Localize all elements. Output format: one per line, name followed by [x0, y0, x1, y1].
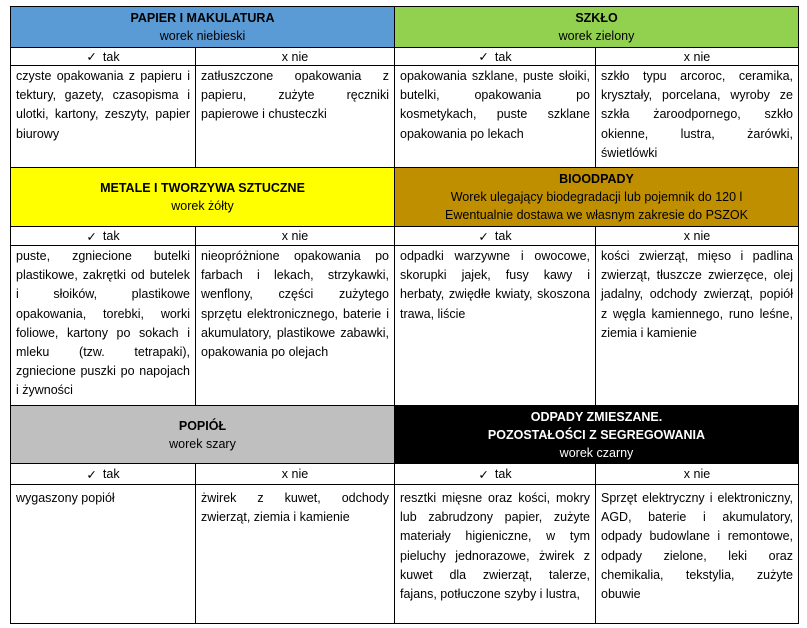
glass-header [394, 6, 799, 48]
glass-no-text: szkło typu arcoroc, ceramika, kryształy, porcelana, wyroby ze szkła żaroodpornego, szkło okienne, lustra, żarówki, świetlówki [595, 65, 799, 168]
ash-yes-text: wygaszony popiół [10, 484, 196, 624]
paper-yes-header [10, 47, 196, 66]
no-label: x nie [683, 229, 711, 243]
no-label: x nie [281, 49, 309, 64]
metal-yes-text: puste, zgniecione butelki plastikowe, zakrętki od butelek i słoików, plastikowe opakowania, torebki, worki foliowe, kartony po sokach i mleku (tzw. tetrapaki), zgniecione puszki po napojach i żywności [10, 245, 196, 406]
paper-title: PAPIER I MAKULATURA [130, 11, 275, 25]
bio-yes-text: odpadki warzywne i owocowe, skorupki jajek, fusy kawy i herbaty, zwiędłe kwiaty, skoszona trawa, liście [394, 245, 596, 406]
bio-no-text: kości zwierząt, mięso i padlina zwierząt, tłuszcze zwierzęce, olej jadalny, odchody zwierząt, popiół z węgla kamiennego, runo leśne, ziemia i kamienie [595, 245, 799, 406]
mixed-yes-text: resztki mięsne oraz kości, mokry lub zabrudzony papier, zużyte materiały higieniczne, w tym pieluchy jednorazowe, żwirek z kuwet dla zwierząt, talerze, fajans, potłuczone szyby i lustra, [394, 484, 596, 624]
paper-no-header [195, 47, 395, 66]
yes-label: tak [494, 49, 512, 64]
yes-label: tak [102, 229, 120, 243]
waste-segregation-table [10, 6, 799, 624]
glass-title: SZKŁO [575, 11, 618, 25]
bio-title: BIOODPADY [559, 172, 634, 186]
mixed-title2: POZOSTAŁOŚCI Z SEGREGOWANIA [487, 427, 706, 442]
no-label: x nie [683, 49, 711, 64]
paper-header [10, 6, 395, 48]
metal-no-header [195, 226, 395, 246]
metal-subtitle: worek żółty [171, 199, 234, 213]
mixed-header [394, 405, 799, 464]
mixed-subtitle: worek czarny [559, 445, 634, 460]
glass-yes-header [394, 47, 596, 66]
check-icon: ✓ [478, 50, 489, 64]
metal-header [10, 167, 395, 227]
bio-header [394, 167, 799, 227]
paper-subtitle: worek niebieski [159, 29, 246, 43]
bio-no-header [595, 226, 799, 246]
bio-yes-header [394, 226, 596, 246]
yes-label: tak [494, 467, 512, 481]
paper-yes-text: czyste opakowania z papieru i tektury, gazety, czasopisma i ulotki, kartony, zeszyty, papier biurowy [10, 65, 196, 168]
glass-yes-text: opakowania szklane, puste słoiki, butelki, opakowania po kosmetykach, puste szklane opakowania po lekach [394, 65, 596, 168]
no-label: x nie [683, 467, 711, 481]
mixed-yes-header [394, 463, 596, 485]
bio-line2: Ewentualnie dostawa we własnym zakresie do PSZOK [445, 208, 748, 222]
metal-yes-header [10, 226, 196, 246]
ash-yes-header [10, 463, 196, 485]
mixed-title: ODPADY ZMIESZANE. [530, 409, 663, 424]
glass-subtitle: worek zielony [558, 29, 635, 43]
check-icon: ✓ [478, 467, 489, 482]
ash-subtitle: worek szary [169, 436, 236, 451]
yes-label: tak [494, 229, 512, 243]
no-label: x nie [281, 467, 309, 481]
glass-no-header [595, 47, 799, 66]
check-icon: ✓ [86, 467, 97, 482]
ash-header [10, 405, 395, 464]
no-label: x nie [281, 229, 309, 243]
yes-label: tak [102, 467, 120, 481]
mixed-no-header [595, 463, 799, 485]
ash-no-text: żwirek z kuwet, odchody zwierząt, ziemia i kamienie [195, 484, 395, 624]
ash-no-header [195, 463, 395, 485]
mixed-no-text: Sprzęt elektryczny i elektroniczny, AGD, baterie i akumulatory, odpady budowlane i remontowe, odpady zielone, leki oraz chemikalia, tekstylia, zużyte obuwie [595, 484, 799, 624]
check-icon: ✓ [86, 50, 97, 64]
ash-title: POPIÓŁ [178, 418, 227, 433]
check-icon: ✓ [86, 229, 97, 244]
metal-no-text: nieopróżnione opakowania po farbach i lekach, strzykawki, wenflony, części zużytego sprzętu elektronicznego, baterie i akumulatory, plastikowe zabawki, opakowania po olejach [195, 245, 395, 406]
yes-label: tak [102, 49, 120, 64]
check-icon: ✓ [478, 229, 489, 244]
paper-no-text: zatłuszczone opakowania z papieru, zużyte ręczniki papierowe i chusteczki [195, 65, 395, 168]
bio-line1: Worek ulegający biodegradacji lub pojemnik do 120 l [450, 190, 743, 204]
metal-title: METALE I TWORZYWA SZTUCZNE [100, 181, 305, 195]
